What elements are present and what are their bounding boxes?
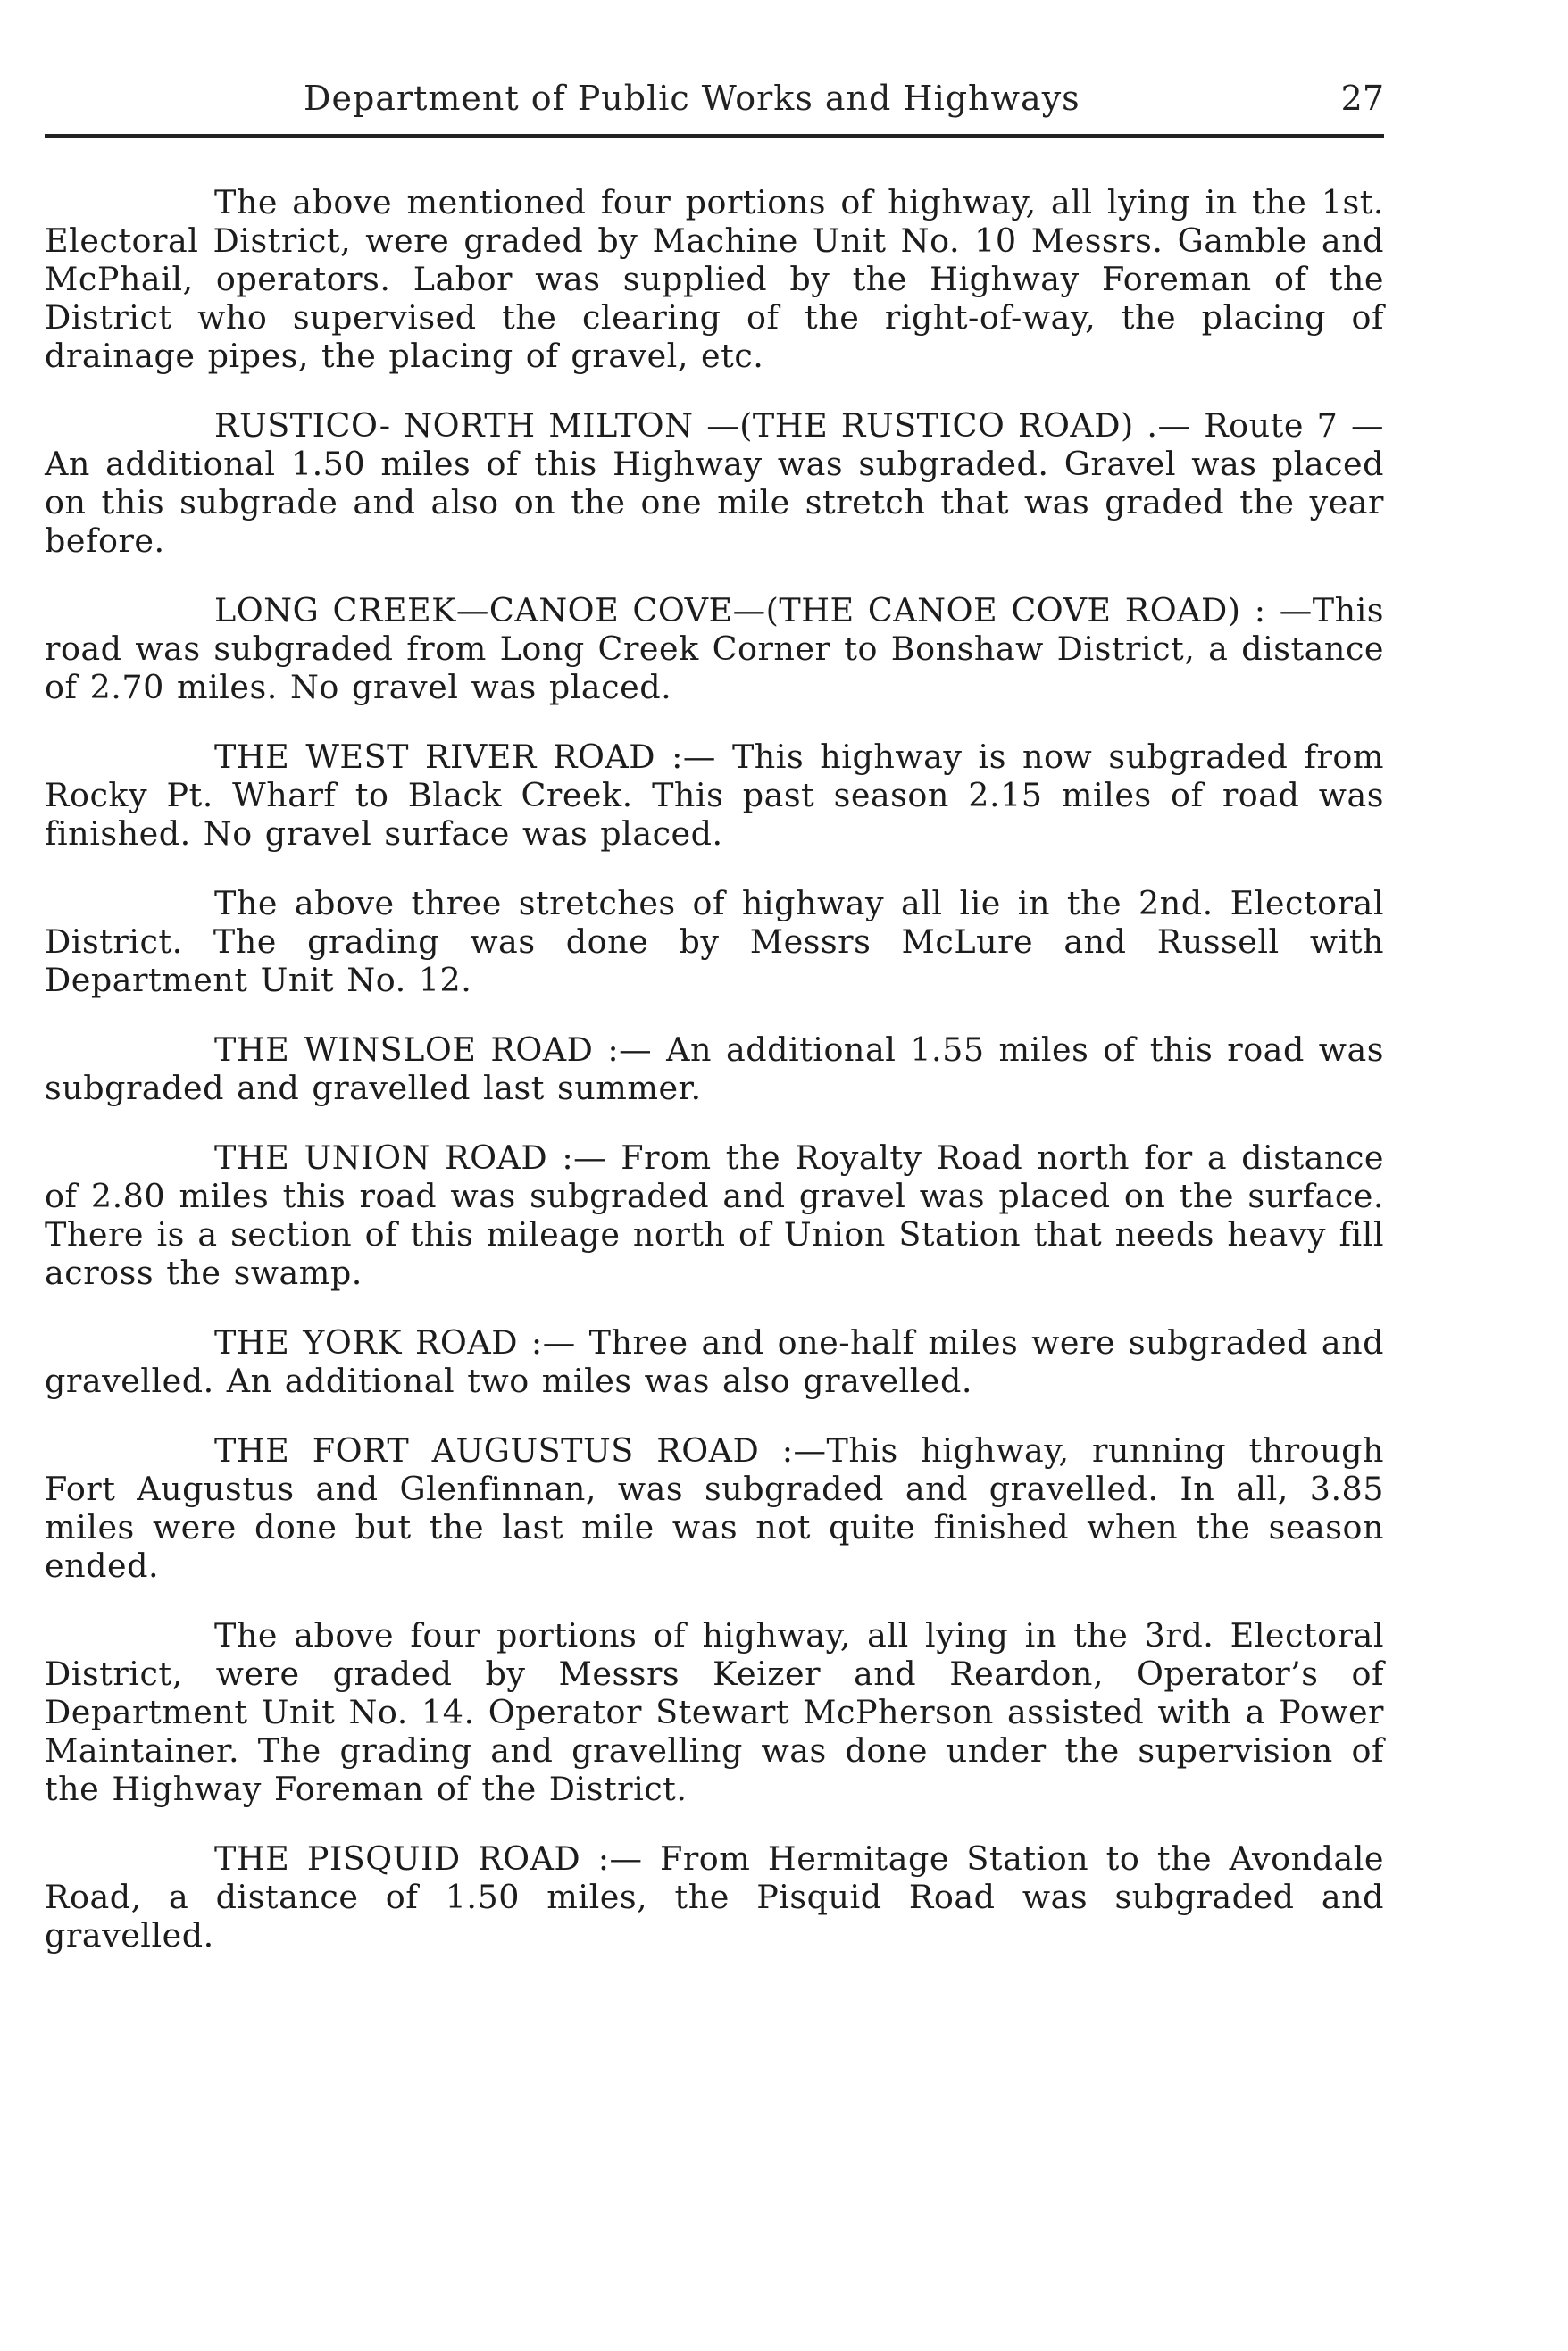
paragraph-second-district-summary: The above three stretches of highway all lie in the 2nd. Electoral District. The grading was done by Messrs McLure and Russell with Department Unit No. 12. <box>45 884 1384 999</box>
paragraph-third-district-summary: The above four portions of highway, all lying in the 3rd. Electoral District, were graded by Messrs Keizer and Reardon, Operator’s of Department Unit No. 14. Operator Stewart McPherson assisted with a Power Maintainer. The grading and gravelling was done under the supervision of the Highway Foreman of the District. <box>45 1616 1384 1808</box>
running-head-title: Department of Public Works and Highways <box>304 79 1080 118</box>
paragraph-pisquid-road: THE PISQUID ROAD :— From Hermitage Station to the Avondale Road, a distance of 1.50 miles, the Pisquid Road was subgraded and gravelled. <box>45 1839 1384 1955</box>
paragraph-fort-augustus-road: THE FORT AUGUSTUS ROAD :—This highway, running through Fort Augustus and Glenfinnan, was subgraded and gravelled. In all, 3.85 miles were done but the last mile was not quite finished when the season ended. <box>45 1431 1384 1585</box>
paragraph-first-district-summary: The above mentioned four portions of highway, all lying in the 1st. Electoral District, were graded by Machine Unit No. 10 Messrs. Gamble and McPhail, operators. Labor was supplied by the Highway Foreman of the District who supervised the clearing of the right-of-way, the placing of drainage pipes, the placing of gravel, etc. <box>45 183 1384 375</box>
page-number: 27 <box>1340 79 1384 118</box>
paragraph-winsloe-road: THE WINSLOE ROAD :— An additional 1.55 miles of this road was subgraded and gravelled last summer. <box>45 1030 1384 1107</box>
paragraph-canoe-cove-road: LONG CREEK—CANOE COVE—(THE CANOE COVE ROAD) : —This road was subgraded from Long Creek Corner to Bonshaw District, a distance of 2.70 miles. No gravel was placed. <box>45 591 1384 706</box>
body-text <box>45 183 1384 1986</box>
paragraph-union-road: THE UNION ROAD :— From the Royalty Road north for a distance of 2.80 miles this road was subgraded and gravel was placed on the surface. There is a section of this mileage north of Union Station that needs heavy fill across the swamp. <box>45 1138 1384 1292</box>
paragraph-west-river-road: THE WEST RIVER ROAD :— This highway is now subgraded from Rocky Pt. Wharf to Black Creek. This past season 2.15 miles of road was finished. No gravel surface was placed. <box>45 738 1384 853</box>
paragraph-york-road: THE YORK ROAD :— Three and one-half miles were subgraded and gravelled. An additional two miles was also gravelled. <box>45 1323 1384 1400</box>
header-rule-divider <box>45 134 1384 138</box>
page-header <box>45 79 1384 132</box>
paragraph-rustico-road: RUSTICO- NORTH MILTON —(THE RUSTICO ROAD) .— Route 7 — An additional 1.50 miles of this Highway was subgraded. Gravel was placed on this subgrade and also on the one mile stretch that was graded the year before. <box>45 406 1384 560</box>
